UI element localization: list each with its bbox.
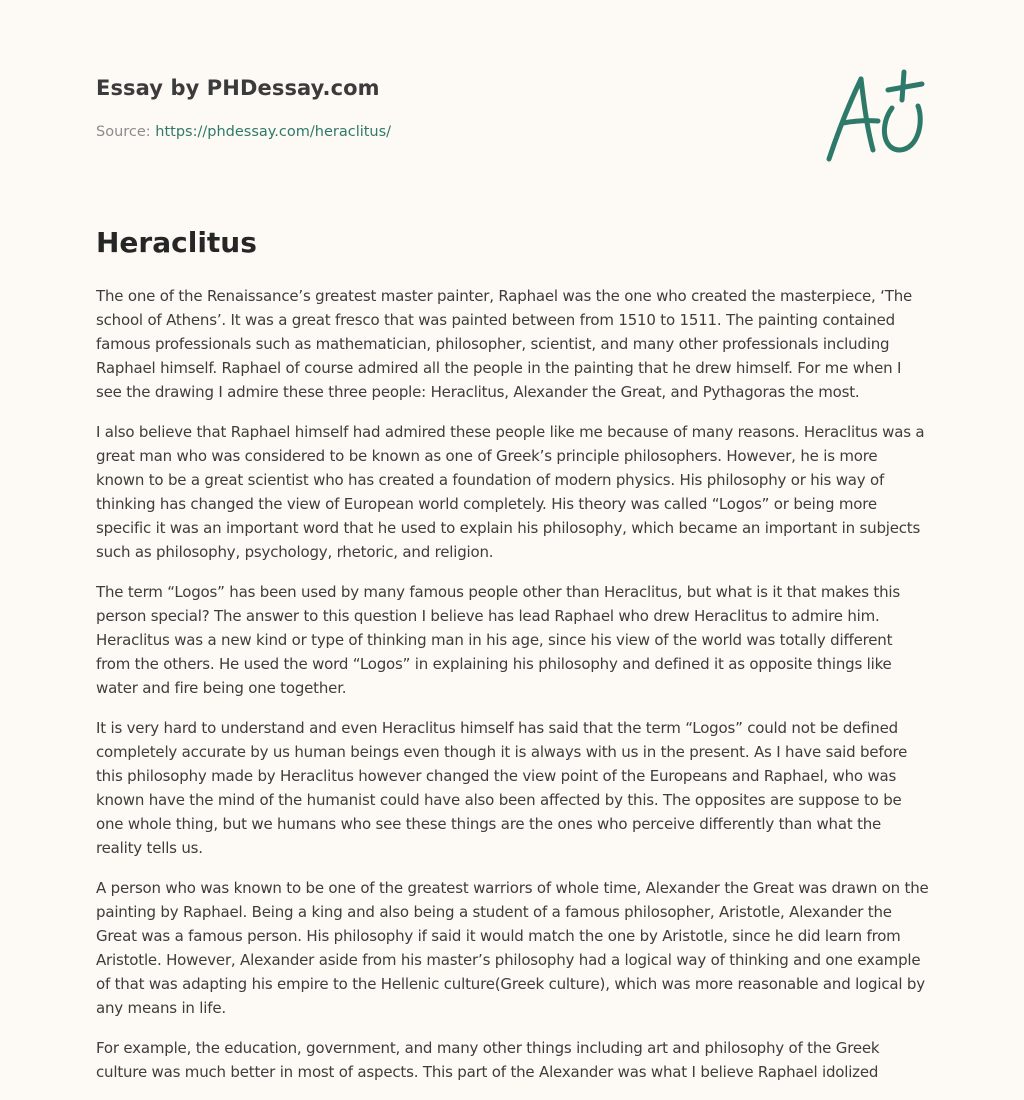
paragraph: For example, the education, government, and many other things including art and philosophy of the Greek culture was much better in most of aspects. This part of the Alexander was what I believe Raphael idolized xyxy=(96,1039,880,1081)
paragraph: A person who was known to be one of the greatest warriors of whole time, Alexander the Great was drawn on the painting by Raphael. Being a king and also being a student of a famous philosopher, Aristotle, Alexander the Great was a famous person. His philosophy if said it would match the one by Aristotle, since he did learn from Aristotle. However, Alexander aside from his master’s philosophy had a logical way of thinking and one example of that was adapting his empire to the Hellenic culture(Greek culture), which was more reasonable and logical by any means in life. xyxy=(96,879,929,1017)
paragraph: I also believe that Raphael himself had admired these people like me because of many reasons. Heraclitus was a great man who was considered to be known as one of Greek’s principle philosophers. However, he is more known to be a great scientist who has created a foundation of modern physics. His philosophy or his way of thinking has changed the view of European world completely. His theory was called “Logos” or being more specific it was an important word that he used to explain his philosophy, which became an important in subjects such as philosophy, psychology, rhetoric, and religion. xyxy=(96,423,925,561)
essay-body xyxy=(96,284,930,1100)
essay-title: Heraclitus xyxy=(96,226,257,259)
paragraph: The term “Logos” has been used by many famous people other than Heraclitus, but what is it that makes this person special? The answer to this question I believe has lead Raphael who drew Heraclitus to admire him. Heraclitus was a new kind or type of thinking man in his age, since his view of the world was totally different from the others. He used the word “Logos” in explaining his philosophy and defined it as opposite things like water and fire being one together. xyxy=(96,583,900,697)
source-line xyxy=(96,124,391,140)
source-link[interactable]: https://phdessay.com/heraclitus/ xyxy=(155,124,392,140)
site-title: Essay by PHDessay.com xyxy=(96,76,380,100)
a-plus-logo-icon xyxy=(822,66,928,166)
paragraph: It is very hard to understand and even Heraclitus himself has said that the term “Logos” could not be defined completely accurate by us human beings even though it is always with us in the present. As I have said before this philosophy made by Heraclitus however changed the view point of the Europeans and Raphael, who was known have the mind of the humanist could have also been affected by this. The opposites are suppose to be one whole thing, but we humans who see these things are the ones who perceive differently than what the reality tells us. xyxy=(96,719,908,857)
paragraph: The one of the Renaissance’s greatest master painter, Raphael was the one who created the masterpiece, ‘The school of Athens’. It was a great fresco that was painted between from 1510 to 1511. The painting contained famous professionals such as mathematician, philosopher, scientist, and many other professionals including Raphael himself. Raphael of course admired all the people in the painting that he drew himself. For me when I see the drawing I admire these three people: Heraclitus, Alexander the Great, and Pythagoras the most. xyxy=(96,287,913,401)
source-label: Source: xyxy=(96,124,156,140)
